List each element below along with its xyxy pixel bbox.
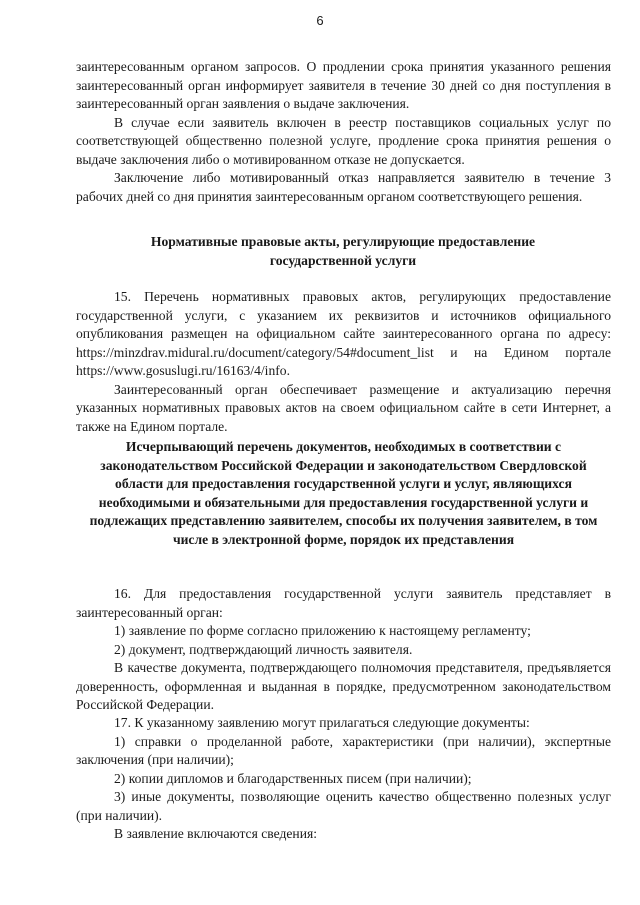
section-17 — [76, 714, 611, 844]
paragraph: заинтересованным органом запросов. О продлении срока принятия указанного решения заинтересованный орган информирует заявителя в течение 30 дней со дня поступления в заинтересованный орган заявления о выдаче заключения. — [76, 59, 611, 111]
section-heading-normative — [128, 233, 558, 270]
section-heading: Нормативные правовые акты, регулирующие предоставление государственной услуги — [150, 234, 536, 268]
list-item: 2) копии дипломов и благодарственных писем (при наличии); — [114, 770, 472, 786]
top-paragraphs — [76, 58, 611, 206]
paragraph: 17. К указанному заявлению могут прилагаться следующие документы: — [114, 715, 530, 730]
section-heading-documents — [86, 438, 601, 549]
list-item: 3) иные документы, позволяющие оценить качество общественно полезных услуг (при наличии). — [76, 789, 611, 823]
list-item: 1) справки о проделанной работе, характеристики (при наличии), экспертные заключения (при наличии); — [76, 733, 611, 767]
paragraph: Заключение либо мотивированный отказ направляется заявителю в течение 3 рабочих дней со дня принятия заинтересованным органом соответствующего решения. — [76, 170, 611, 204]
page-number: 6 — [316, 13, 324, 28]
list-item: 2) документ, подтверждающий личность заявителя. — [114, 641, 413, 657]
paragraph: В качестве документа, подтверждающего полномочия представителя, предъявляется доверенность, оформленная и выданная в порядке, предусмотренном законодательством Российской Федерации. — [76, 660, 611, 712]
paragraph: 16. Для предоставления государственной услуги заявитель представляет в заинтересованный орган: — [76, 586, 611, 620]
paragraph: В заявление включаются сведения: — [114, 826, 317, 841]
section-15 — [76, 288, 611, 436]
paragraph: 15. Перечень нормативных правовых актов, регулирующих предоставление государственной услуги, с указанием их реквизитов и источников официального опубликования размещен на официальном сайте заинтересованного органа по адресу: https://minzdrav.midural.ru/document/category/54#document_list и на Едином портале https://www.gosuslugi.ru/16163/4/info. — [76, 289, 611, 378]
section-heading: Исчерпывающий перечень документов, необходимых в соответствии с законодательством Российской Федерации и законодательством Свердловской области для предоставления государственной услуги и услуг, являющихся необходимыми и обязательными для предоставления государственной услуги и подлежащих представлению заявителем, способы их получения заявителем, в том числе в электронной форме, порядок их представления — [89, 439, 598, 547]
list-item: 1) заявление по форме согласно приложению к настоящему регламенту; — [114, 623, 531, 638]
paragraph: Заинтересованный орган обеспечивает размещение и актуализацию перечня указанных нормативных правовых актов на своем официальном сайте в сети Интернет, а также на Едином портале. — [76, 381, 611, 434]
section-16 — [76, 585, 611, 715]
paragraph: В случае если заявитель включен в реестр поставщиков социальных услуг по соответствующей общественно полезной услуге, продление срока принятия решения о выдаче заключения либо о мотивированном отказе не допускается. — [76, 114, 611, 167]
